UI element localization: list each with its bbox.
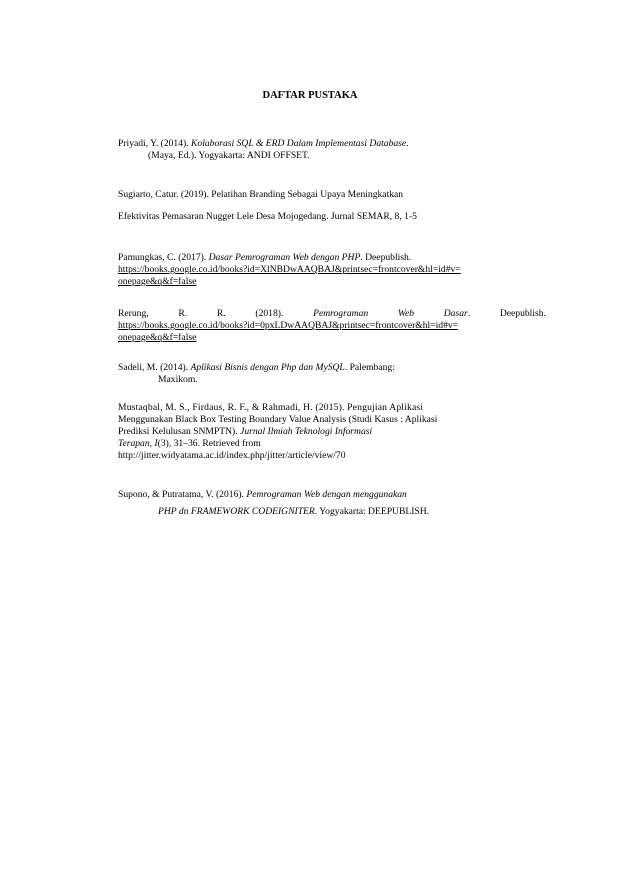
- reference-line: [118, 362, 546, 374]
- reference-text: . Deepublish.: [360, 252, 412, 263]
- reference-line: [118, 438, 546, 450]
- reference-link[interactable]: https://books.google.co.id/books?id=0pxLDwAAQBAJ&printsec=frontcover&hl=id#v=: [118, 320, 459, 331]
- reference-text: .: [406, 138, 409, 149]
- reference-line: [118, 252, 546, 264]
- reference-text: (3), 31–36. Retrieved from: [157, 438, 261, 449]
- reference-entry: [118, 138, 546, 162]
- reference-text: Deepublish.: [499, 308, 546, 319]
- reference-entry: [118, 252, 546, 288]
- reference-text: [444, 308, 470, 320]
- reference-title: PHP dn FRAMEWORK CODEIGNITER: [158, 506, 315, 517]
- reference-entry: [118, 308, 546, 344]
- reference-line: [118, 138, 546, 150]
- reference-line: [118, 489, 546, 501]
- reference-line: (Maya, Ed.). Yogyakarta: ANDI OFFSET.: [148, 150, 310, 161]
- reference-url[interactable]: http://jitter.widyatama.ac.id/index.php/jitter/article/view/70: [118, 450, 346, 461]
- reference-text: .: [467, 308, 471, 319]
- reference-entry: [118, 402, 546, 462]
- reference-text: . Palembang:: [344, 362, 395, 373]
- reference-line: [118, 506, 546, 518]
- reference-text: . Yogyakarta: DEEPUBLISH.: [314, 506, 430, 517]
- reference-text: Sadeli, M. (2014).: [118, 362, 191, 373]
- page-title: DAFTAR PUSTAKA: [262, 90, 358, 101]
- reference-text: R.: [178, 308, 188, 319]
- reference-text: Pamungkas, C. (2017).: [118, 252, 209, 263]
- reference-line: [118, 308, 546, 320]
- reference-link[interactable]: onepage&q&f=false: [118, 332, 197, 343]
- reference-text: R.: [216, 308, 226, 319]
- reference-title: Terapan, I: [118, 438, 158, 449]
- reference-title: Web: [397, 308, 415, 319]
- reference-title: Jurnal Ilmiah Teknologi Informasi: [240, 426, 373, 437]
- reference-title: Pemrograman Web dengan menggunakan: [246, 489, 407, 500]
- reference-text: Priyadi, Y. (2014).: [118, 138, 192, 149]
- reference-entry: [118, 189, 546, 223]
- reference-line: Efektivitas Pemasaran Nugget Lele Desa Mojogedang. Jurnal SEMAR, 8, 1-5: [118, 211, 417, 222]
- reference-text: Supono, & Putratama, V. (2016).: [118, 489, 247, 500]
- reference-title: Dasar Pemrograman Web dengan PHP: [208, 252, 361, 263]
- reference-title: Pemrograman: [313, 308, 369, 319]
- reference-title: Dasar: [443, 308, 468, 319]
- reference-line: [118, 426, 546, 438]
- reference-entry: [118, 362, 546, 386]
- reference-line: Mustaqbal, M. S., Firdaus, R. F., & Rahmadi, H. (2015). Pengujian Aplikasi: [118, 402, 424, 413]
- reference-entry: [118, 489, 546, 518]
- reference-link[interactable]: https://books.google.co.id/books?id=XlNBDwAAQBAJ&printsec=frontcover&hl=id#v=: [118, 264, 461, 275]
- reference-text: Prediksi Kelulusan SNMPTN).: [118, 426, 241, 437]
- reference-line: Sugiarto, Catur. (2019). Pelatihan Branding Sebagai Upaya Meningkatkan: [118, 189, 404, 200]
- reference-line: Maxikom.: [158, 374, 198, 385]
- reference-text: (2018).: [255, 308, 284, 319]
- reference-line: Menggunakan Black Box Testing Boundary Value Analysis (Studi Kasus : Aplikasi: [118, 414, 438, 425]
- reference-text: Rerung,: [118, 308, 149, 319]
- reference-link[interactable]: onepage&q&f=false: [118, 276, 197, 287]
- reference-title: Aplikasi Bisnis dengan Php dan MySQL: [190, 362, 345, 373]
- reference-title: Kolaborasi SQL & ERD Dalam Implementasi Database: [191, 138, 407, 149]
